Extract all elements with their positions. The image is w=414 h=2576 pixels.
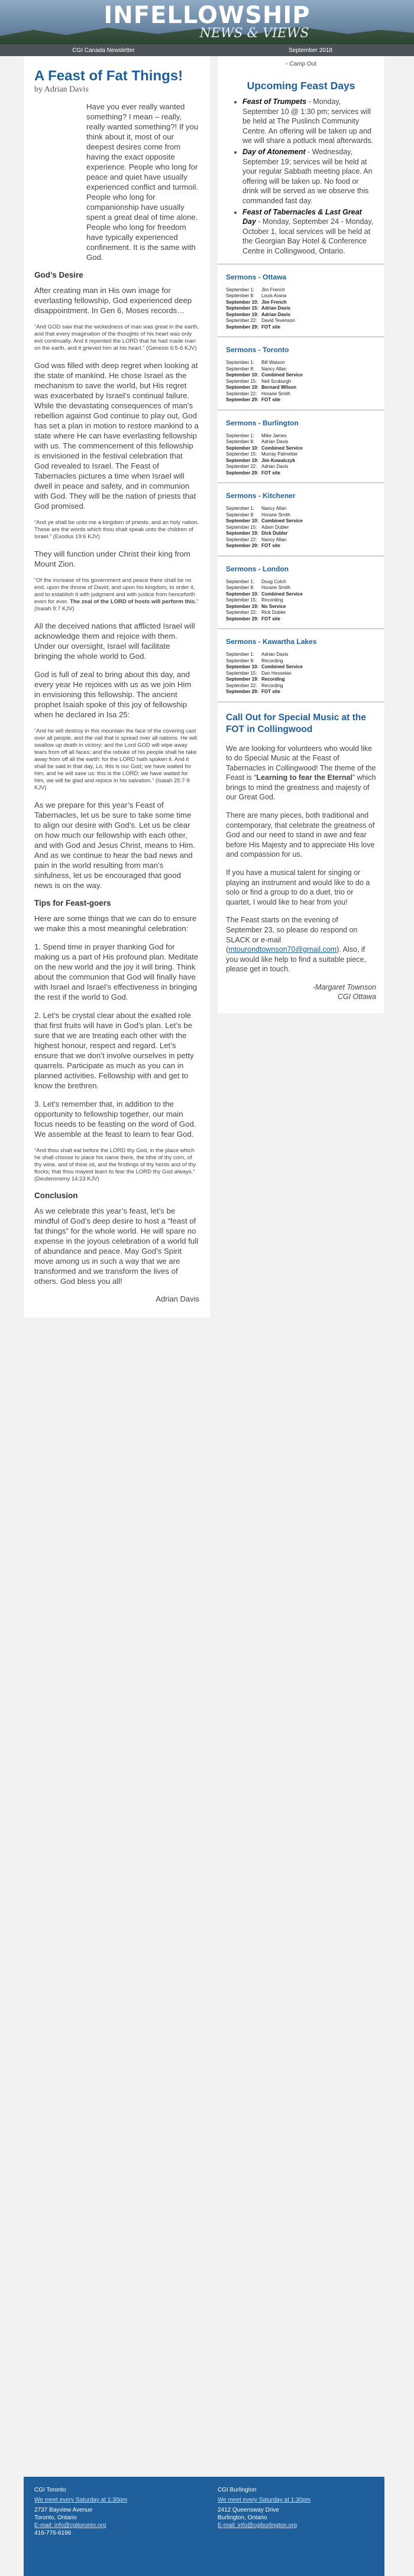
sermon-section-title: Sermons - Toronto <box>226 346 289 354</box>
camp-out-image <box>218 56 384 74</box>
sermon-row <box>226 305 376 312</box>
sermon-date: September 10: <box>226 664 259 669</box>
tip-item: 2. Let’s be crystal clear about the exalted role that first fruits will have in God’s plan. Let’s be sure that we are treating each other with the highest honour, respect and regard. Let’s ensure that we don’t involve ourselves in petty quarrels. Participate as much as you can in planned activities. Fellowship with and get to know the brethren. <box>34 1011 194 1090</box>
sermon-speaker: FOT site <box>261 689 281 694</box>
sermon-speaker: Nancy Allan <box>261 536 287 542</box>
sermon-section <box>218 482 384 555</box>
sermon-speaker: Horane Smith <box>261 391 290 396</box>
banner-subtitle: NEWS & VIEWS <box>199 26 309 41</box>
sermon-date: September 10: <box>226 591 259 597</box>
sermon-row <box>226 372 376 379</box>
sermon-date: September 1: <box>226 432 255 438</box>
sermon-date: September 22: <box>226 682 257 688</box>
sermon-date: September 15: <box>226 305 259 311</box>
sermon-row <box>226 579 376 586</box>
sermon-row <box>226 604 376 610</box>
sermon-row <box>226 591 376 598</box>
article-paragraph: After creating man in His own image for everlasting fellowship, God experienced deep disappointment. In Gen 6, Moses records… <box>34 286 192 315</box>
sermon-date: September 15: <box>226 597 257 603</box>
sermon-row <box>226 433 376 440</box>
sermon-row <box>226 287 376 294</box>
article-paragraph: They will function under Christ their king from Mount Zion. <box>34 549 190 568</box>
sermon-date: September 22: <box>226 318 257 323</box>
feast-item <box>242 147 376 206</box>
sermon-date: September 8: <box>226 658 255 663</box>
sermon-speaker: Bernard Wilson <box>261 385 297 390</box>
upcoming-title: Upcoming Feast Days <box>247 80 355 92</box>
sermon-date: September 29: <box>226 689 259 694</box>
sermon-row <box>226 470 376 477</box>
scripture-quote: “And he will destroy in this mountain the face of the covering cast over all people, and the vail that is spread over all nations. He will swallow up death in victory; and the Lord GOD will wipe away tears from off all faces; and the rebuke of his people shall he take away from off all the earth: for the LORD hath spoken it. And it shall be said in that day, Lo, this is our God; we have waited for him, and he will save us: this is the LORD; we have waited for him, we will be glad and rejoice in his salvation.” (Isaiah 25:7-9 KJV) <box>34 728 198 791</box>
sermon-row <box>226 616 376 623</box>
sermon-row <box>226 689 376 695</box>
email-link[interactable]: E-mail: info@cgitoronto.org <box>34 2522 106 2529</box>
sermon-date: September 15: <box>226 378 257 384</box>
sermon-date: September 1: <box>226 506 255 511</box>
sermon-speaker: Recording <box>261 658 283 663</box>
sermon-date: September 8: <box>226 585 255 590</box>
article-paragraph: All the deceived nations that afflicted Israel will acknowledge them and rejoice with them. Under our oversight, Israel will facilitate bringing the whole world to God. <box>34 622 195 661</box>
feast-list <box>226 97 376 256</box>
quote-reference: ” (Isaiah 9:7 KJV) <box>34 599 199 612</box>
sermon-row <box>226 318 376 324</box>
sermon-row <box>226 379 376 385</box>
feast-details: - Monday, September 10 @ 1:30 pm; services will be held at The Puslinch Community Centre. An offering will be taken up and we will share a potluck meal afterwards. <box>242 97 373 145</box>
sermon-speaker: Jim Kowalczyk <box>261 457 295 463</box>
sermon-date: September 22: <box>226 391 257 396</box>
sermon-section <box>218 409 384 483</box>
newsletter-name: CGI Canada Newsletter <box>72 47 135 54</box>
phone-number: 416-776-6196 <box>34 2530 72 2536</box>
sermon-date: September 1: <box>226 360 255 365</box>
sermon-speaker: Neil Scoburgh <box>261 378 292 384</box>
sermon-row <box>226 293 376 300</box>
sermon-date: September 19: <box>226 311 259 317</box>
sermon-row <box>226 683 376 689</box>
sermon-speaker: Adrian Davis <box>261 464 289 469</box>
sermon-speaker: Jim French <box>261 299 287 305</box>
sermon-row <box>226 300 376 306</box>
sermon-speaker: Bill Watson <box>261 360 285 365</box>
callout-text: We are looking for volunteers who would like to do Special Music at the Feast of Tabernacles in Collingwood! The theme of the Feast is “ <box>226 744 376 782</box>
sermon-speaker: Horane Smith <box>261 585 290 590</box>
email-link[interactable]: E-mail: info@cgiburlington.org <box>218 2522 297 2529</box>
sermon-row <box>226 597 376 604</box>
sermon-speaker: Adrian Davis <box>261 652 289 657</box>
sermon-row <box>226 543 376 549</box>
image-placeholder-icon: ▫ <box>286 61 288 67</box>
sermon-date: September 29: <box>226 616 259 622</box>
feast-item <box>242 97 376 146</box>
sermon-date: September 22: <box>226 610 257 615</box>
sermon-date: September 15: <box>226 451 257 457</box>
sermon-date: September 29: <box>226 397 259 402</box>
article-paragraph: Here are some things that we can do to ensure we make this a most meaningful celebration: <box>34 914 197 933</box>
email-line <box>218 2522 377 2529</box>
sermon-speaker: Combined Service <box>261 518 303 523</box>
sermon-speaker: Mike James <box>261 432 287 438</box>
sermon-date: September 15: <box>226 524 257 530</box>
feast-details: - Wednesday, September 19; services will be held at your regular Sabbath meeting place. An offering will be taken up. No food or drink will be served as we observe this commanded fast day. <box>242 147 373 205</box>
sermon-row <box>226 391 376 398</box>
address-city: Toronto, Ontario <box>34 2515 77 2521</box>
sermon-speaker: Recording <box>261 682 283 688</box>
banner-title: INFELLOWSHIP <box>104 2 310 29</box>
sermon-row <box>226 397 376 404</box>
sermon-section <box>218 336 384 409</box>
section-heading: God’s Desire <box>34 271 83 279</box>
tip-item: 1. Spend time in prayer thanking God for making us a part of His profound plan. Meditate on the new world and the joy it will bring. Think about the communion that God will finally have with Israel and Israel’s effectiveness in bringing the rest if the world to God. <box>34 942 199 1001</box>
section-heading: Conclusion <box>34 1191 78 1200</box>
sermon-date: September 10: <box>226 518 259 523</box>
sermon-date: September 8: <box>226 366 255 372</box>
tip-item: 3. Let’s remember that, in addition to the opportunity to fellowship together, our main focus needs to be feasting on the word of God. We assemble at the feast to learn to fear God. <box>34 1100 196 1139</box>
sermon-row <box>226 512 376 519</box>
scripture-quote: “And ye shall be unto me a kingdom of priests, and an holy nation. These are the words which thou shalt speak unto the children of Israel.” (Exodus 19:6 KJV) <box>34 519 199 540</box>
sermon-section-title: Sermons - Ottawa <box>226 272 287 281</box>
sermon-speaker: Rick Dubler <box>261 610 286 615</box>
callout-paragraph <box>226 915 376 974</box>
section-heading: Tips for Feast-goers <box>34 899 111 908</box>
sermon-date: September 19: <box>226 676 259 682</box>
feast-item <box>242 207 376 256</box>
callout-text: ” which brings to mind the greatness and majesty of our Great God. <box>226 773 376 802</box>
sermon-section-title: Sermons - Kawartha Lakes <box>226 638 317 646</box>
sermon-date: September 29: <box>226 543 259 548</box>
sermon-speaker: FOT site <box>261 324 281 330</box>
scripture-quote: “And GOD saw that the wickedness of man was great in the earth, and that every imagination of the thoughts of his heart was only evil continually. And it repented the LORD that he had made man on the earth, and it grieved him at his heart.” (Genesis 6:5-6 KJV) <box>34 324 199 352</box>
sermon-date: September 1: <box>226 652 255 657</box>
footer-burlington <box>218 2486 377 2529</box>
sermon-row <box>226 439 376 445</box>
sermon-row <box>226 585 376 591</box>
sidebar <box>218 56 384 1013</box>
sermon-date: September 29: <box>226 470 259 476</box>
sermon-row <box>226 537 376 544</box>
sermon-speaker: Recording <box>261 676 285 682</box>
callout-text: ). Also, if you would like help to find a suitable piece, please get in touch. <box>226 945 366 974</box>
address-line: 2412 Queensway Drive <box>218 2507 279 2513</box>
sermon-speaker: Nancy Allan <box>261 506 287 511</box>
scripture-quote: “And thou shalt eat before the LORD thy God, in the place which he shall choose to place his name there, the tithe of thy corn, of thy wine, and of thine oil, and the firstlings of thy herds and of thy flocks; that thou mayest learn to fear the LORD thy God always.” (Deuteronomy 14:23 KJV) <box>34 1147 196 1182</box>
article-paragraph: Have you ever really wanted something? I mean – really, really wanted something?! If you think about it, most of our deepest desires come from having the exact opposite experience. People who long for peace and quiet have usually experienced conflict and turmoil. People who long for companionship have usually spent a great deal of time alone. People who long for freedom have typically experienced confinement. It is the same with God. <box>86 102 199 262</box>
sermon-speaker: Dick Dubler <box>261 531 288 536</box>
sermon-speaker: David Tevenson <box>261 318 295 323</box>
article-paragraph: As we celebrate this year’s feast, let’s be mindful of God’s deep desire to host a “feast of fat things” for the whole world. He will spare no expense in the joyous celebration of a world full of abundance and peace. May God’s Spirit move among us in such a way that we are transformed and we transform the lives of others. God bless you all! <box>34 1206 199 1286</box>
callout-paragraph: There are many pieces, both traditional and contemporary, that celebrate the greatness of God and our need to stand in awe and fear before His Majesty and to appreciate His love and compassion for us. <box>226 811 375 859</box>
callout-paragraph <box>226 744 376 803</box>
sermon-row <box>226 464 376 470</box>
sermon-row <box>226 312 376 318</box>
sermon-row <box>226 676 376 683</box>
feast-details: - Monday, September 24 - Monday, October 1, local services will be held at the Georgian Bay Hotel & Conference Centre in Collingwood, Ontario. <box>242 217 374 255</box>
sermon-speaker: FOT site <box>261 470 281 476</box>
upcoming-feast-days <box>218 74 384 264</box>
callout-text: The Feast starts on the evening of September 23, so please do respond on SLACK or e-mail ( <box>226 916 358 954</box>
newsletter-date: September 2018 <box>289 47 332 54</box>
sermon-speaker: Combined Service <box>261 372 303 378</box>
sermon-row <box>226 445 376 452</box>
sermon-speaker: Dan Hessetan <box>261 670 292 676</box>
sermon-speaker: FOT site <box>261 397 281 402</box>
sermon-date: September 15: <box>226 670 257 676</box>
callout-signature-group: CGI Ottawa <box>337 992 376 1001</box>
main-article <box>24 56 210 1318</box>
sermon-date: September 19: <box>226 603 259 609</box>
sermon-date: September 19: <box>226 385 259 390</box>
sermon-row <box>226 360 376 366</box>
quote-text: “Of the increase of his government and peace there shall be no end, upon the throne of David, and upon his kingdom, to order it, and to establish it with judgment and with justice from henceforth even for ever. <box>34 577 195 605</box>
sermon-row <box>226 451 376 458</box>
sermon-date: September 10: <box>226 445 259 451</box>
sermon-row <box>226 324 376 331</box>
sermon-row <box>226 658 376 665</box>
sermon-section-title: Sermons - Kitchener <box>226 492 296 500</box>
sermon-date: September 29: <box>226 324 259 330</box>
special-music-callout <box>218 701 384 1013</box>
quote-emphasis: The zeal of the LORD of hosts will perform this. <box>70 599 196 605</box>
newsletter-banner <box>0 0 414 44</box>
article-paragraph: As we prepare for this year’s Feast of Tabernacles, let us be sure to take some time to align our desire with God’s. Let us be clear on how much our fellowship with each other, and with God and Jesus Christ, means to Him. And as we continue to hear the bad news and pain in the world resulting from man’s sinfulness, let us be encouraged that good news is on the way. <box>34 801 195 890</box>
sermon-date: September 1: <box>226 287 255 292</box>
sermon-speaker: Louis Arana <box>261 293 287 298</box>
email-line <box>34 2522 197 2529</box>
article-byline: by Adrian Davis <box>34 85 89 94</box>
sermon-date: September 8: <box>226 293 255 298</box>
sermon-date: September 10: <box>226 299 259 305</box>
sermon-row <box>226 531 376 537</box>
sermon-section-title: Sermons - London <box>226 564 289 573</box>
congregation-name: CGI Burlington <box>218 2487 257 2493</box>
sermon-date: September 19: <box>226 457 259 463</box>
sermon-speaker: FOT site <box>261 543 281 548</box>
feast-theme: Learning to fear the Eternal <box>256 773 352 782</box>
sermon-section <box>218 555 384 629</box>
sermon-section <box>218 264 384 337</box>
callout-title: Call Out for Special Music at the FOT in Collingwood <box>226 712 366 734</box>
sermon-speaker: Murray Palmetter <box>261 451 298 457</box>
sermon-date: September 22: <box>226 536 257 542</box>
callout-paragraph: If you have a musical talent for singing or playing an instrument and would like to do a solo or find a group to do a duet, trio or quartet, I would like to hear from you! <box>226 869 370 906</box>
sermon-speaker: Adrian Davis <box>261 311 290 317</box>
sermon-speaker: Adrian Davis <box>261 439 289 444</box>
camp-out-alt: Camp Out <box>289 61 316 67</box>
sermon-speaker: Horane Smith <box>261 512 290 518</box>
sermon-row <box>226 506 376 512</box>
sermon-speaker: Combined Service <box>261 591 303 597</box>
sermon-date: September 1: <box>226 578 255 584</box>
sermon-speaker: Jim French <box>261 287 285 292</box>
sermon-section <box>218 628 384 701</box>
footer <box>24 2477 384 2576</box>
sermon-date: September 8: <box>226 439 255 444</box>
sermon-date: September 8: <box>226 512 255 518</box>
article-paragraph: God was filled with deep regret when looking at the state of mankind. He chose Israel as the mechanism to save the world, but His regret was exacerbated by Israel’s continual failure. While the devastating consequences of man’s rebellion against God continue to play out, God has set a plan in motion to restore mankind to a state where He can have everlasting fellowship with us. The commencement of this fellowship is envisioned in the festival celebration that God revealed to Israel. The Feast of Tabernacles pictures a time when Israel will dwell in peace and safety, and in communion with God. They will be the nation of priests that God promised. <box>34 361 199 510</box>
meeting-time-link[interactable]: We meet every Saturday at 1:30pm <box>218 2497 311 2503</box>
callout-signature-name: -Margaret Townson <box>312 983 376 991</box>
sermon-speaker: Doug Colch <box>261 578 286 584</box>
article-paragraph: God is full of zeal to bring about this day, and every year He rejoices with us as we join Him in envisioning this fellowship. The ancient prophet Isaiah spoke of this joy of fellowship when he declared in Isa 25: <box>34 670 192 719</box>
scripture-quote <box>34 577 199 613</box>
footer-toronto <box>34 2486 197 2537</box>
address-line: 2737 Bayview Avenue <box>34 2507 93 2513</box>
sermon-row <box>226 385 376 391</box>
sermon-row <box>226 664 376 671</box>
sermon-section-title: Sermons - Burlington <box>226 418 299 427</box>
sermon-row <box>226 518 376 525</box>
sermon-date: September 19: <box>226 531 259 536</box>
congregation-name: CGI Toronto <box>34 2487 66 2493</box>
sermon-speaker: FOT site <box>261 616 281 622</box>
contact-email-link[interactable]: mtourondtownson70@gmail.com <box>228 945 337 954</box>
sermon-row <box>226 671 376 677</box>
sermon-row <box>226 525 376 531</box>
sermon-date: September 22: <box>226 464 257 469</box>
sermon-row <box>226 366 376 373</box>
sermon-schedules <box>218 264 384 701</box>
address-city: Burlington, Ontario <box>218 2515 267 2521</box>
article-title: A Feast of Fat Things! <box>34 68 183 84</box>
article-signature: Adrian Davis <box>156 1294 199 1303</box>
feast-name: Feast of Trumpets <box>242 97 307 106</box>
sermon-speaker: Adam Dubler <box>261 524 289 530</box>
sermon-row <box>226 458 376 464</box>
sermon-row <box>226 652 376 658</box>
sermon-speaker: No Service <box>261 603 286 609</box>
feast-name: Day of Atonement <box>242 147 306 156</box>
sermon-speaker: Nancy Allan <box>261 366 287 372</box>
header-bar <box>0 44 414 56</box>
sermon-row <box>226 610 376 616</box>
sermon-speaker: Recording <box>261 597 283 603</box>
sermon-date: September 10: <box>226 372 259 378</box>
sermon-speaker: Adrian Davis <box>261 305 290 311</box>
sermon-speaker: Combined Service <box>261 664 303 669</box>
sermon-speaker: Combined Service <box>261 445 303 451</box>
feast-name: Feast of Tabernacles & Last Great Day <box>242 207 362 226</box>
meeting-time-link[interactable]: We meet every Saturday at 1:30pm <box>34 2497 128 2503</box>
